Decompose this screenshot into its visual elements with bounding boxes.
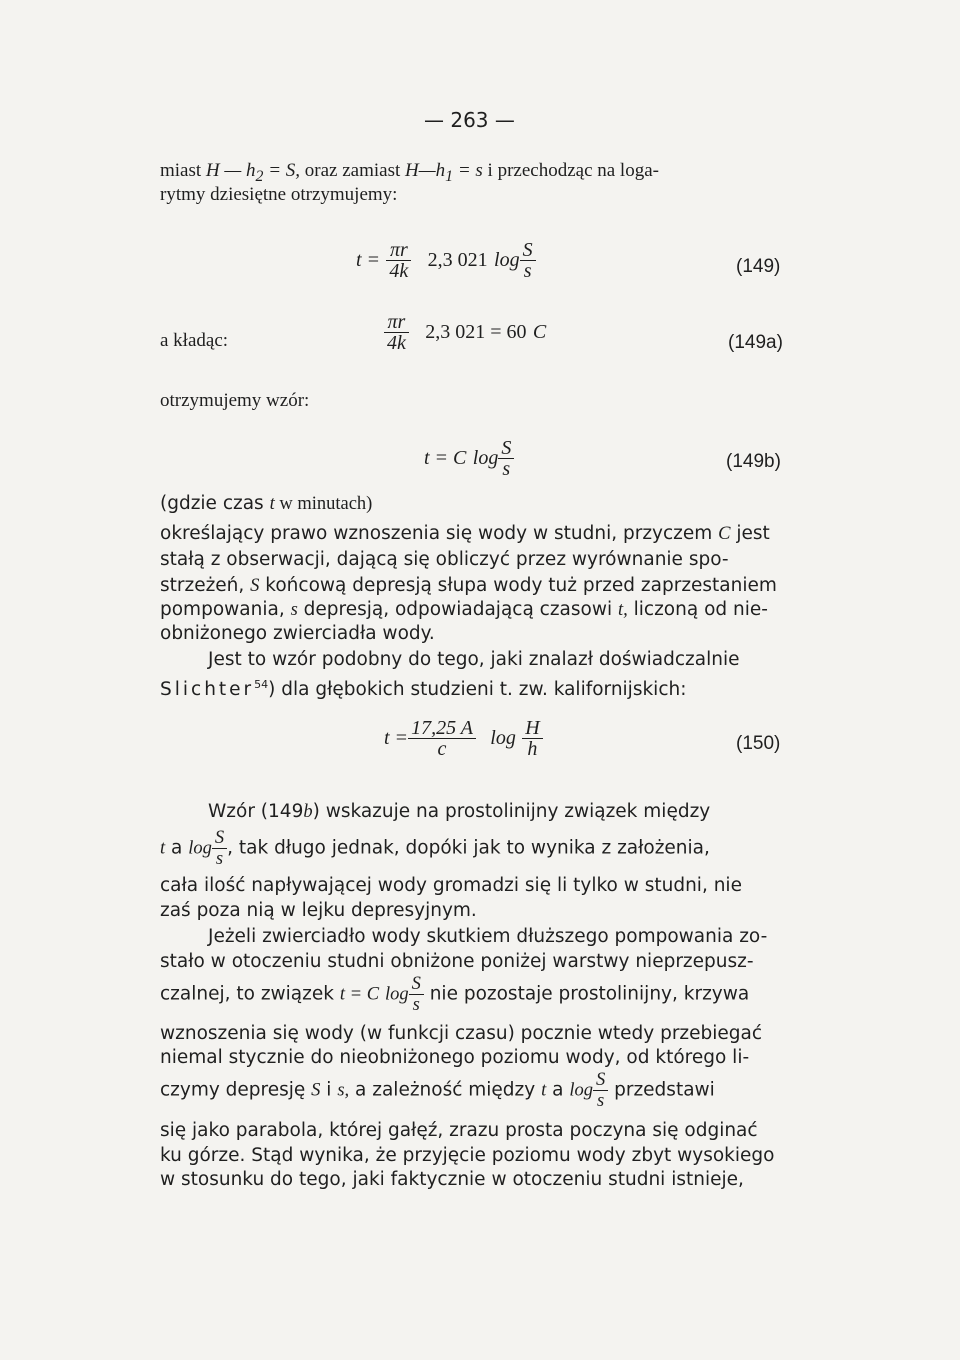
fraction-denominator: h <box>527 738 538 760</box>
text-fragment: czymy depresję <box>160 1079 312 1101</box>
text-line: obniżonego zwierciadła wody. <box>160 623 435 644</box>
fraction-denominator: 4k <box>389 260 409 282</box>
math-log: log <box>490 727 516 749</box>
text-fragment: (gdzie czas <box>160 493 270 514</box>
fraction <box>520 240 536 281</box>
math-variable: S <box>250 576 260 596</box>
math-expression: t = <box>356 249 381 271</box>
text-fragment: ) dla głębokich studzieni t. zw. kalifornijskich: <box>268 679 687 701</box>
text-line: w stosunku do tego, jaki faktycznie w otoczeniu studni istnieje, <box>160 1169 744 1190</box>
math-variable: s, <box>337 1080 350 1101</box>
text-fragment: przedstawi <box>608 1079 715 1101</box>
math-log: log <box>494 249 520 271</box>
fraction <box>409 974 424 1015</box>
equation-149a <box>384 312 546 353</box>
math-log: log <box>472 447 499 469</box>
text-line <box>160 974 749 1015</box>
text-line <box>160 574 777 598</box>
fraction-numerator: H <box>522 718 542 739</box>
fraction-numerator: πr <box>386 240 411 261</box>
text-fragment: oraz zamiast <box>304 160 406 181</box>
text-fragment: depresją, odpowiadającą czasowi <box>297 599 618 620</box>
fraction-denominator: s <box>412 995 420 1015</box>
text-fragment: końcową depresją słupa wody tuż przed zaprzestaniem <box>259 575 777 596</box>
text-line: niemal stycznie do nieobniżonego poziomu wody, od którego li- <box>160 1047 750 1068</box>
text-fragment: strzeżeń, <box>160 575 251 596</box>
math-variable: S <box>311 1080 321 1101</box>
math-constant: 2,3 021 = 60 <box>425 321 527 343</box>
fraction <box>408 718 476 759</box>
equation-150 <box>384 718 543 759</box>
math-expression: H—h <box>405 160 446 181</box>
math-log: log <box>384 984 409 1005</box>
footnote-reference: 54 <box>254 678 269 691</box>
text-line <box>160 673 686 702</box>
text-line <box>160 598 768 622</box>
fraction-numerator: 17,25 A <box>408 718 476 739</box>
text-fragment: i <box>320 1079 338 1101</box>
math-expression: t = <box>384 727 409 749</box>
text-line <box>160 1070 715 1111</box>
math-variable: C <box>532 321 547 343</box>
text-fragment: a <box>546 1079 570 1101</box>
fraction-numerator: S <box>593 1070 608 1091</box>
fraction-denominator: s <box>523 260 532 282</box>
fraction <box>212 828 227 869</box>
text-fragment: ) wskazuje na prostolinijny związek między <box>312 801 711 822</box>
fraction <box>386 240 411 281</box>
math-expression: t = C <box>339 984 380 1005</box>
fraction-denominator: s <box>597 1091 605 1111</box>
text-line: ku górze. Stąd wynika, że przyjęcie poziomu wody zbyt wysokiego <box>160 1145 775 1166</box>
text-fragment: a zależność między <box>349 1079 542 1101</box>
math-variable: t <box>160 838 166 859</box>
text-fragment: Wzór (149 <box>208 801 304 822</box>
equation-number: (149) <box>736 256 781 277</box>
math-expression: H — h <box>205 160 256 181</box>
math-variable: t <box>269 494 275 514</box>
math-variable: s <box>290 600 298 620</box>
fraction-denominator: s <box>502 458 511 480</box>
text-fragment: pompowania, <box>160 599 291 620</box>
text-fragment: czalnej, to związek <box>160 983 340 1005</box>
text-line: stało w otoczeniu studni obniżone poniżej warstwy nieprzepusz- <box>160 951 754 972</box>
math-expression: = S, <box>263 160 305 181</box>
text-line: otrzymujemy wzór: <box>160 390 310 411</box>
math-constant: 2,3 021 <box>427 249 488 271</box>
math-expression: t = C <box>424 447 467 469</box>
text-fragment: w minutach) <box>274 494 373 514</box>
text-line <box>208 800 710 824</box>
text-line: Jeżeli zwierciadło wody skutkiem dłuższego pompowania zo- <box>208 926 768 947</box>
equation-number: (150) <box>736 733 781 754</box>
author-name: Slichter <box>160 679 255 701</box>
equation-149b <box>424 438 514 479</box>
text-line: stałą z obserwacji, dającą się obliczyć przez wyrównanie spo- <box>160 549 729 570</box>
text-fragment: liczoną od nie- <box>627 599 768 620</box>
fraction-denominator: 4k <box>387 332 406 354</box>
text-fragment: i przechodząc na loga- <box>487 160 659 181</box>
math-subscript: 2 <box>255 167 264 185</box>
math-expression: = s <box>453 160 488 181</box>
equation-number: (149a) <box>728 332 783 353</box>
text-fragment: określający prawo wznoszenia się wody w studni, przyczem <box>160 523 719 544</box>
fraction <box>384 312 409 353</box>
fraction-numerator: S <box>520 240 536 261</box>
fraction-numerator: S <box>498 438 514 459</box>
page-number: — 263 — <box>424 108 515 132</box>
text-line <box>160 492 372 516</box>
text-fragment: jest <box>730 523 770 544</box>
fraction-denominator: s <box>215 849 224 869</box>
fraction-denominator: c <box>437 738 447 760</box>
text-line: wznoszenia się wody (w funkcji czasu) pocznie wtedy przebiegać <box>160 1023 763 1044</box>
text-line: Jest to wzór podobny do tego, jaki znalazł doświadczalnie <box>208 649 740 670</box>
text-fragment: , tak długo jednak, dopóki jak to wynika z założenia, <box>227 837 710 859</box>
equation-number: (149b) <box>726 451 781 472</box>
fraction-numerator: πr <box>384 312 409 333</box>
math-variable: C <box>718 524 731 544</box>
text-fragment: miast <box>160 160 206 181</box>
fraction <box>498 438 514 479</box>
text-line: cała ilość napływającej wody gromadzi się li tylko w studni, nie <box>160 875 742 896</box>
text-line <box>160 522 770 546</box>
math-subscript: 1 <box>445 167 454 185</box>
text-line: zaś poza nią w lejku depresyjnym. <box>160 900 477 921</box>
fraction <box>522 718 542 759</box>
text-line <box>160 828 710 869</box>
text-fragment: nie pozostaje prostolinijny, krzywa <box>423 983 750 1005</box>
equation-149 <box>356 240 536 281</box>
math-log: log <box>188 838 212 859</box>
fraction-numerator: S <box>409 974 424 995</box>
text-fragment: a <box>165 837 189 859</box>
text-line: a kładąc: <box>160 330 229 351</box>
text-line: rytmy dziesiętne otrzymujemy: <box>160 184 398 205</box>
math-variable: b <box>303 802 313 822</box>
text-line: się jako parabola, której gałęź, zrazu prosta poczyna się odginać <box>160 1120 758 1141</box>
fraction <box>593 1070 608 1111</box>
math-log: log <box>569 1080 593 1101</box>
math-variable: t, <box>618 600 628 620</box>
fraction-numerator: S <box>212 828 227 849</box>
math-variable: t <box>541 1080 547 1101</box>
